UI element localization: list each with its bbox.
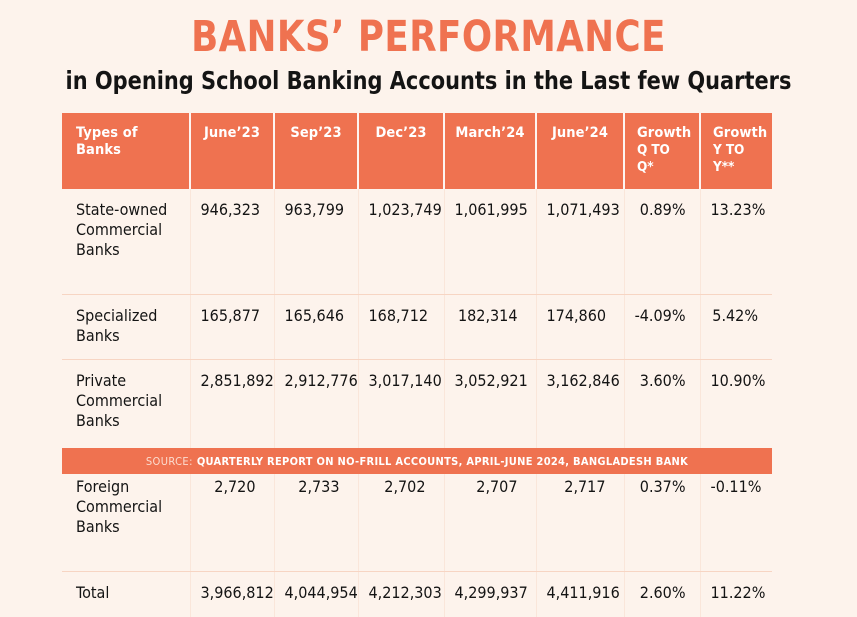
cell-value: 3,052,921 bbox=[444, 360, 536, 466]
column-header-growth-yoy bbox=[700, 113, 772, 189]
table-row bbox=[62, 189, 772, 295]
column-header-sep-23 bbox=[274, 113, 358, 189]
column-header-label: Dec’23 bbox=[369, 125, 433, 142]
table-row-total bbox=[62, 572, 772, 617]
cell-value: 2,717 bbox=[536, 466, 624, 572]
column-header-label: Types of Banks bbox=[76, 125, 179, 159]
cell-value: 1,061,995 bbox=[444, 189, 536, 295]
cell-growth-qoq: 2.60% bbox=[624, 572, 700, 617]
title-block bbox=[0, 0, 857, 96]
column-header-label: Growth bbox=[637, 125, 689, 142]
column-header-dec-23 bbox=[358, 113, 444, 189]
table-header bbox=[62, 113, 772, 189]
cell-value: 3,966,812 bbox=[190, 572, 274, 617]
column-header-label: Sep’23 bbox=[285, 125, 347, 142]
column-header-label: Growth bbox=[713, 125, 762, 142]
row-label: State-owned Commercial Banks bbox=[62, 189, 190, 295]
cell-growth-yoy: 11.22% bbox=[700, 572, 772, 617]
source-bar bbox=[62, 448, 772, 474]
source-text: QUARTERLY REPORT ON NO-FRILL ACCOUNTS, APRIL-JUNE 2024, BANGLADESH BANK bbox=[197, 455, 688, 468]
cell-value: 4,212,303 bbox=[358, 572, 444, 617]
cell-growth-yoy: 10.90% bbox=[700, 360, 772, 466]
table-row bbox=[62, 295, 772, 360]
table-body bbox=[62, 189, 772, 617]
column-header-june-24 bbox=[536, 113, 624, 189]
cell-value: 2,851,892 bbox=[190, 360, 274, 466]
cell-growth-yoy: 13.23% bbox=[700, 189, 772, 295]
column-header-march-24 bbox=[444, 113, 536, 189]
row-label: Foreign Commercial Banks bbox=[62, 466, 190, 572]
cell-value: 165,646 bbox=[274, 295, 358, 360]
cell-value: 2,720 bbox=[190, 466, 274, 572]
page-title: BANKS’ PERFORMANCE bbox=[34, 14, 822, 60]
cell-value: 2,733 bbox=[274, 466, 358, 572]
cell-value: 174,860 bbox=[536, 295, 624, 360]
cell-value: 2,912,776 bbox=[274, 360, 358, 466]
row-label: Specialized Banks bbox=[62, 295, 190, 360]
cell-value: 165,877 bbox=[190, 295, 274, 360]
cell-value: 963,799 bbox=[274, 189, 358, 295]
page-subtitle: in Opening School Banking Accounts in the Last few Quarters bbox=[30, 66, 827, 96]
column-header-sublabel: Q TO Q* bbox=[637, 142, 689, 176]
cell-growth-qoq: -4.09% bbox=[624, 295, 700, 360]
performance-table bbox=[62, 113, 772, 617]
table-row bbox=[62, 466, 772, 572]
cell-value: 182,314 bbox=[444, 295, 536, 360]
cell-value: 2,702 bbox=[358, 466, 444, 572]
column-header-june-23 bbox=[190, 113, 274, 189]
column-header-sublabel: Y TO Y** bbox=[713, 142, 762, 176]
cell-growth-qoq: 0.37% bbox=[624, 466, 700, 572]
cell-value: 4,411,916 bbox=[536, 572, 624, 617]
column-header-types-of-banks bbox=[62, 113, 190, 189]
column-header-label: June’23 bbox=[201, 125, 263, 142]
cell-growth-yoy: 5.42% bbox=[700, 295, 772, 360]
table-header-row bbox=[62, 113, 772, 189]
source-label: SOURCE: bbox=[146, 455, 193, 468]
column-header-growth-qoq bbox=[624, 113, 700, 189]
row-label: Total bbox=[62, 572, 190, 617]
cell-value: 3,017,140 bbox=[358, 360, 444, 466]
cell-value: 3,162,846 bbox=[536, 360, 624, 466]
cell-value: 4,299,937 bbox=[444, 572, 536, 617]
cell-growth-qoq: 0.89% bbox=[624, 189, 700, 295]
cell-value: 4,044,954 bbox=[274, 572, 358, 617]
cell-value: 946,323 bbox=[190, 189, 274, 295]
cell-growth-yoy: -0.11% bbox=[700, 466, 772, 572]
cell-value: 1,023,749 bbox=[358, 189, 444, 295]
column-header-label: June’24 bbox=[547, 125, 613, 142]
cell-value: 2,707 bbox=[444, 466, 536, 572]
row-label: Private Commercial Banks bbox=[62, 360, 190, 466]
performance-table-wrapper bbox=[62, 113, 772, 617]
cell-growth-qoq: 3.60% bbox=[624, 360, 700, 466]
column-header-label: March’24 bbox=[455, 125, 525, 142]
cell-value: 1,071,493 bbox=[536, 189, 624, 295]
cell-value: 168,712 bbox=[358, 295, 444, 360]
